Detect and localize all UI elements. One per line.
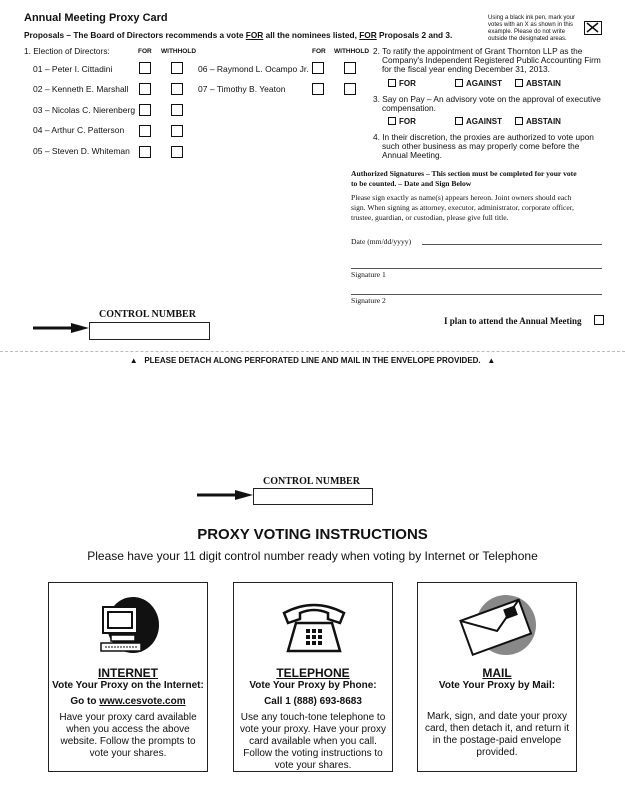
internet-title: INTERNET bbox=[98, 666, 158, 680]
signature-instructions bbox=[351, 193, 574, 223]
voting-instructions-title: PROXY VOTING INSTRUCTIONS bbox=[197, 526, 428, 543]
proposal-4-line: Annual Meeting. bbox=[382, 150, 442, 160]
proposal-2-against-option[interactable] bbox=[455, 79, 502, 88]
nominee-03-withhold-checkbox[interactable] bbox=[171, 104, 183, 116]
proposal-3-line: 3. Say on Pay – An advisory vote on the approval of executive bbox=[373, 94, 601, 104]
option-label: AGAINST bbox=[466, 79, 502, 88]
telephone-icon bbox=[278, 599, 350, 655]
internet-subtitle: Vote Your Proxy on the Internet: bbox=[52, 680, 204, 691]
proposal-3-line: compensation. bbox=[382, 103, 436, 113]
nominee-04: 04 – Arthur C. Patterson bbox=[33, 125, 125, 135]
nominee-06-for-checkbox[interactable] bbox=[312, 62, 324, 74]
proposal-2-line: for the fiscal year ending December 31, 2013. bbox=[382, 64, 550, 74]
telephone-instructions-line: Follow the voting instructions to bbox=[243, 748, 383, 759]
attend-meeting-label: I plan to attend the Annual Meeting bbox=[444, 316, 582, 326]
checkbox-icon bbox=[515, 117, 523, 125]
signature-instructions-line: sign. When signing as attorney, executor, administrator, corporate officer, bbox=[351, 203, 574, 212]
telephone-instructions-line: vote your proxy. Have your proxy bbox=[240, 724, 386, 735]
telephone-voting-card bbox=[233, 582, 393, 772]
signature-instructions-line: trustee, guardian, or custodian, please give full title. bbox=[351, 213, 509, 222]
telephone-title: TELEPHONE bbox=[276, 666, 350, 680]
option-label: ABSTAIN bbox=[526, 79, 561, 88]
voting-instructions-subtitle: Please have your 11 digit control number ready when voting by Internet or Telephone bbox=[87, 549, 538, 563]
ink-note-line: outside the designated areas. bbox=[488, 36, 567, 42]
proposal-3-abstain-option[interactable] bbox=[515, 117, 561, 126]
nominee-05: 05 – Steven D. Whiteman bbox=[33, 146, 130, 156]
nominee-01: 01 – Peter I. Cittadini bbox=[33, 64, 113, 74]
signature-2-field[interactable] bbox=[351, 294, 602, 295]
mail-instructions-line: in the postage-paid envelope bbox=[432, 735, 562, 746]
internet-voting-card bbox=[48, 582, 208, 772]
mail-subtitle: Vote Your Proxy by Mail: bbox=[438, 680, 556, 691]
nominee-03-for-checkbox[interactable] bbox=[139, 104, 151, 116]
checkbox-icon bbox=[455, 79, 463, 87]
date-field[interactable] bbox=[422, 244, 602, 245]
internet-instructions-line: vote your shares. bbox=[89, 748, 167, 759]
for-column-header: FOR bbox=[312, 48, 326, 55]
nominee-02-withhold-checkbox[interactable] bbox=[171, 83, 183, 95]
nominee-07: 07 – Timothy B. Yeaton bbox=[198, 84, 286, 94]
nominee-05-for-checkbox[interactable] bbox=[139, 146, 151, 158]
nominee-01-withhold-checkbox[interactable] bbox=[171, 62, 183, 74]
for-column-header: FOR bbox=[138, 48, 152, 55]
proposal-2-abstain-option[interactable] bbox=[515, 79, 561, 88]
nominee-06: 06 – Raymond L. Ocampo Jr. bbox=[198, 64, 309, 74]
proposal-4-line: such other business as may properly come before the bbox=[382, 141, 580, 151]
nominee-06-withhold-checkbox[interactable] bbox=[344, 62, 356, 74]
internet-instructions-line: Have your proxy card available bbox=[59, 712, 197, 723]
mail-instructions bbox=[422, 711, 572, 759]
nominee-07-for-checkbox[interactable] bbox=[312, 83, 324, 95]
checkbox-icon bbox=[388, 79, 396, 87]
internet-instructions-line: when you access the above bbox=[66, 724, 190, 735]
mail-title: MAIL bbox=[482, 666, 512, 680]
withhold-column-header: WITHHOLD bbox=[334, 48, 370, 55]
signature-heading-line: to be counted. – Date and Sign Below bbox=[351, 179, 472, 188]
perforated-line bbox=[0, 351, 625, 352]
control-number-label: CONTROL NUMBER bbox=[263, 476, 360, 487]
x-mark-example-icon bbox=[584, 21, 602, 35]
control-number-box bbox=[253, 488, 373, 505]
option-label: ABSTAIN bbox=[526, 117, 561, 126]
checkbox-icon bbox=[455, 117, 463, 125]
signature-2-label: Signature 2 bbox=[351, 296, 386, 305]
checkbox-icon bbox=[515, 79, 523, 87]
control-number-label: CONTROL NUMBER bbox=[99, 309, 196, 320]
nominee-03: 03 – Nicolas C. Nierenberg bbox=[33, 105, 136, 115]
envelope-icon bbox=[456, 591, 540, 659]
proposals-recommendation: Proposals – The Board of Directors recommends a vote FOR all the nominees listed, FOR Proposals 2 and 3. bbox=[24, 30, 453, 40]
option-label: AGAINST bbox=[466, 117, 502, 126]
proposal-2-line: Company's Independent Registered Public Accounting Firm bbox=[382, 55, 601, 65]
nominee-04-withhold-checkbox[interactable] bbox=[171, 125, 183, 137]
page-title: Annual Meeting Proxy Card bbox=[24, 12, 168, 24]
directors-heading: 1. Election of Directors: bbox=[24, 46, 110, 56]
telephone-subtitle: Vote Your Proxy by Phone: bbox=[249, 680, 377, 691]
signature-instructions-line: Please sign exactly as name(s) appears hereon. Joint owners should each bbox=[351, 193, 572, 202]
option-label: FOR bbox=[399, 79, 416, 88]
proposal-4-line: 4. In their discretion, the proxies are authorized to vote upon bbox=[373, 132, 594, 142]
nominee-05-withhold-checkbox[interactable] bbox=[171, 146, 183, 158]
ink-note-line: Using a black ink pen, mark your bbox=[488, 15, 576, 21]
signature-1-field[interactable] bbox=[351, 268, 602, 269]
internet-instructions bbox=[53, 712, 203, 760]
option-label: FOR bbox=[399, 117, 416, 126]
mail-instructions-line: Mark, sign, and date your proxy bbox=[426, 711, 568, 722]
control-number-box bbox=[89, 322, 210, 340]
ink-note-line: votes with an X as shown in this bbox=[488, 22, 574, 28]
checkbox-icon bbox=[388, 117, 396, 125]
nominee-02: 02 – Kenneth E. Marshall bbox=[33, 84, 129, 94]
proposal-2-for-option[interactable] bbox=[388, 79, 416, 88]
nominee-07-withhold-checkbox[interactable] bbox=[344, 83, 356, 95]
signature-heading-line: Authorized Signatures – This section must be completed for your vote bbox=[351, 169, 577, 178]
mail-voting-card bbox=[417, 582, 577, 772]
date-label: Date (mm/dd/yyyy) bbox=[351, 237, 412, 246]
internet-url-link[interactable]: www.cesvote.com bbox=[99, 696, 186, 707]
arrow-right-icon bbox=[197, 489, 253, 501]
ink-note-line: example. Please do not write bbox=[488, 29, 566, 35]
telephone-instructions-line: vote your shares. bbox=[274, 760, 352, 771]
nominee-02-for-checkbox[interactable] bbox=[139, 83, 151, 95]
mail-instructions-line: provided. bbox=[476, 747, 518, 758]
nominee-04-for-checkbox[interactable] bbox=[139, 125, 151, 137]
arrow-right-icon bbox=[33, 322, 89, 334]
detach-text: PLEASE DETACH ALONG PERFORATED LINE AND MAIL IN THE ENVELOPE PROVIDED. bbox=[144, 356, 481, 365]
proposal-3-for-option[interactable] bbox=[388, 117, 416, 126]
proposal-2-line: 2. To ratify the appointment of Grant Thornton LLP as the bbox=[373, 46, 583, 56]
triangle-up-icon: ▲ bbox=[487, 356, 496, 365]
telephone-instructions bbox=[238, 712, 388, 772]
signature-1-label: Signature 1 bbox=[351, 270, 386, 279]
withhold-column-header: WITHHOLD bbox=[161, 48, 197, 55]
mail-instructions-line: card, then detach it, and return it bbox=[425, 723, 569, 734]
internet-instructions-line: website. Follow the prompts to bbox=[60, 736, 196, 747]
internet-go-to bbox=[49, 696, 207, 707]
nominee-01-for-checkbox[interactable] bbox=[139, 62, 151, 74]
telephone-instructions-line: card available when you call. bbox=[249, 736, 377, 747]
proposal-3-against-option[interactable] bbox=[455, 117, 502, 126]
telephone-instructions-line: Use any touch-tone telephone to bbox=[240, 712, 386, 723]
telephone-number: Call 1 (888) 693-8683 bbox=[264, 696, 362, 707]
attend-meeting-checkbox[interactable] bbox=[594, 315, 604, 325]
detach-instruction bbox=[0, 356, 625, 365]
signature-heading bbox=[351, 169, 577, 189]
go-to-text: Go to bbox=[70, 696, 100, 707]
triangle-up-icon: ▲ bbox=[129, 356, 138, 365]
computer-icon bbox=[97, 593, 161, 657]
